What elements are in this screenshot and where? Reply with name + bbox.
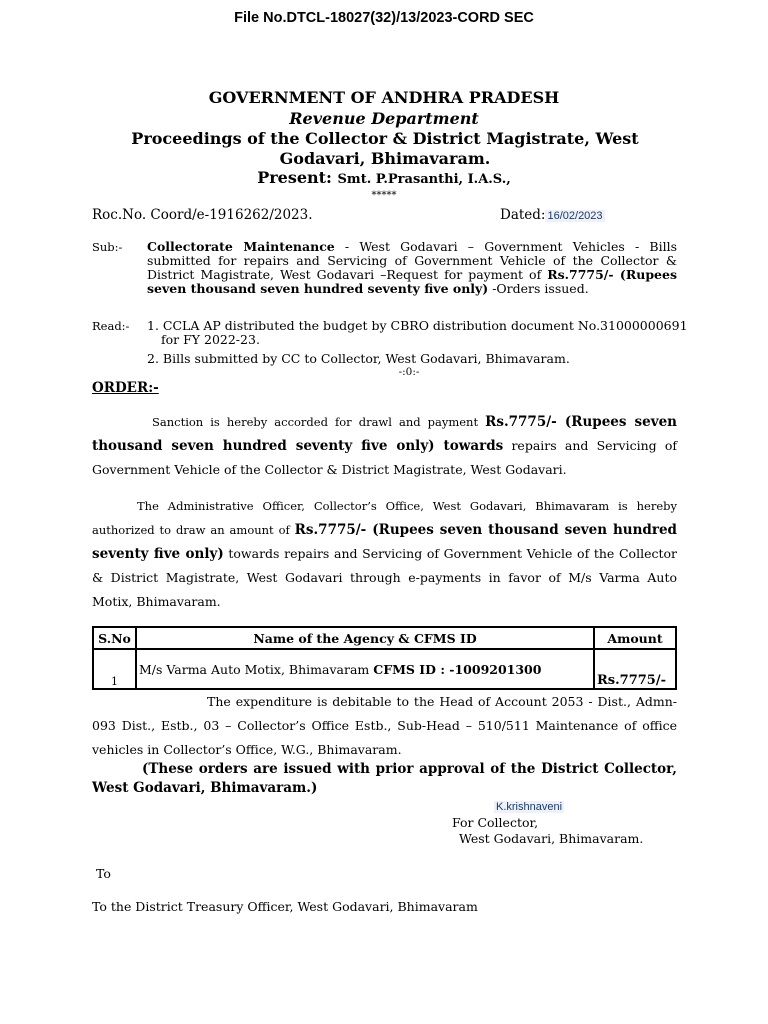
department-title: Revenue Department bbox=[289, 109, 479, 128]
cell-agency bbox=[136, 649, 594, 689]
read-item-2: 2. Bills submitted by CC to Collector, West Godavari, Bhimavaram. bbox=[147, 351, 570, 366]
proceedings-title: Proceedings of the Collector & District Magistrate, West Godavari, Bhimavaram. bbox=[131, 129, 639, 168]
header-sno: S.No bbox=[93, 627, 136, 649]
government-title: GOVERNMENT OF ANDHRA PRADESH bbox=[208, 88, 560, 107]
dated-label: Dated: bbox=[500, 207, 546, 223]
subject-lead: Collectorate Maintenance bbox=[147, 239, 335, 254]
read-label: Read:- bbox=[92, 319, 130, 333]
order-heading: ORDER:- bbox=[92, 380, 159, 396]
agency-name: M/s Varma Auto Motix, Bhimavaram bbox=[139, 661, 374, 677]
dated-line bbox=[500, 207, 605, 223]
separator-stars: ***** bbox=[371, 190, 397, 201]
to-recipient: To the District Treasury Officer, West Godavari, Bhimavaram bbox=[92, 899, 478, 914]
order-p2-amount: Rs.7775/- (Rupees seven thousand seven hundred seventy five only) bbox=[92, 522, 677, 562]
expenditure-paragraph: The expenditure is debitable to the Head of Account 2053 - Dist., Admn-093 Dist., Estb., 03 – Collector’s Office Estb., Sub-Head – 510/511 Maintenance of office vehicles in Collector’s Office, W.G., Bhimavaram. bbox=[92, 694, 677, 757]
cell-sno: 1 bbox=[93, 649, 136, 689]
subject-end: -Orders issued. bbox=[488, 281, 589, 296]
present-label: Present: bbox=[257, 168, 332, 187]
for-collector: For Collector, bbox=[452, 815, 539, 830]
order-paragraph-2 bbox=[92, 494, 677, 614]
cfms-id: CFMS ID : -1009201300 bbox=[373, 661, 542, 677]
dated-value: 16/02/2023 bbox=[547, 210, 603, 222]
order-paragraph-1 bbox=[92, 410, 677, 482]
table-header-row bbox=[93, 627, 676, 649]
roc-number: Roc.No. Coord/e-1916262/2023. bbox=[92, 207, 313, 223]
order-p1-amount: Rs.7775/- (Rupees seven thousand seven hundred seventy five only) towards bbox=[92, 414, 677, 454]
approval-note: (These orders are issued with prior approval of the District Collector, West Godavari, Bhimavaram.) bbox=[92, 761, 677, 796]
subject-text bbox=[147, 240, 677, 296]
to-label: To bbox=[96, 866, 111, 881]
header-agency: Name of the Agency & CFMS ID bbox=[136, 627, 594, 649]
subject-amount: Rs.7775/- (Rupees seven thousand seven hundred seventy five only) bbox=[147, 267, 678, 296]
signature-place: West Godavari, Bhimavaram. bbox=[459, 831, 644, 846]
cell-amount: Rs.7775/- bbox=[594, 649, 676, 689]
subject-label: Sub:- bbox=[92, 240, 123, 254]
file-number: File No.DTCL-18027(32)/13/2023-CORD SEC bbox=[234, 10, 534, 26]
order-p2-rest: towards repairs and Servicing of Government Vehicle of the Collector & District Magistrate, West Godavari through e-payments in favor of M/s Varma Auto Motix, Bhimavaram. bbox=[92, 546, 677, 609]
present-line bbox=[0, 168, 768, 187]
order-p2-intro: The Administrative Officer, Collector’s Office, West Godavari, Bhimavaram is hereby authorized to draw an amount of bbox=[92, 499, 677, 537]
header-amount: Amount bbox=[594, 627, 676, 649]
order-p1-rest: repairs and Servicing of Government Vehicle of the Collector & District Magistrate, West Godavari. bbox=[92, 438, 677, 477]
present-name: Smt. P.Prasanthi, I.A.S., bbox=[337, 172, 511, 187]
order-p1-intro: Sanction is hereby accorded for drawl and payment bbox=[152, 415, 486, 429]
table-row bbox=[93, 649, 676, 689]
digital-signature: K.krishnaveni bbox=[496, 801, 563, 813]
read-separator: -:0:- bbox=[398, 366, 420, 378]
subject-body: - West Godavari – Government Vehicles - Bills submitted for repairs and Servicing of Government Vehicle of the Collector & District Magistrate, West Godavari –Request for payment of bbox=[147, 239, 678, 282]
agency-table bbox=[92, 626, 677, 690]
read-item-1: 1. CCLA AP distributed the budget by CBRO distribution document No.31000000691 for FY 2022-23. bbox=[147, 318, 688, 347]
